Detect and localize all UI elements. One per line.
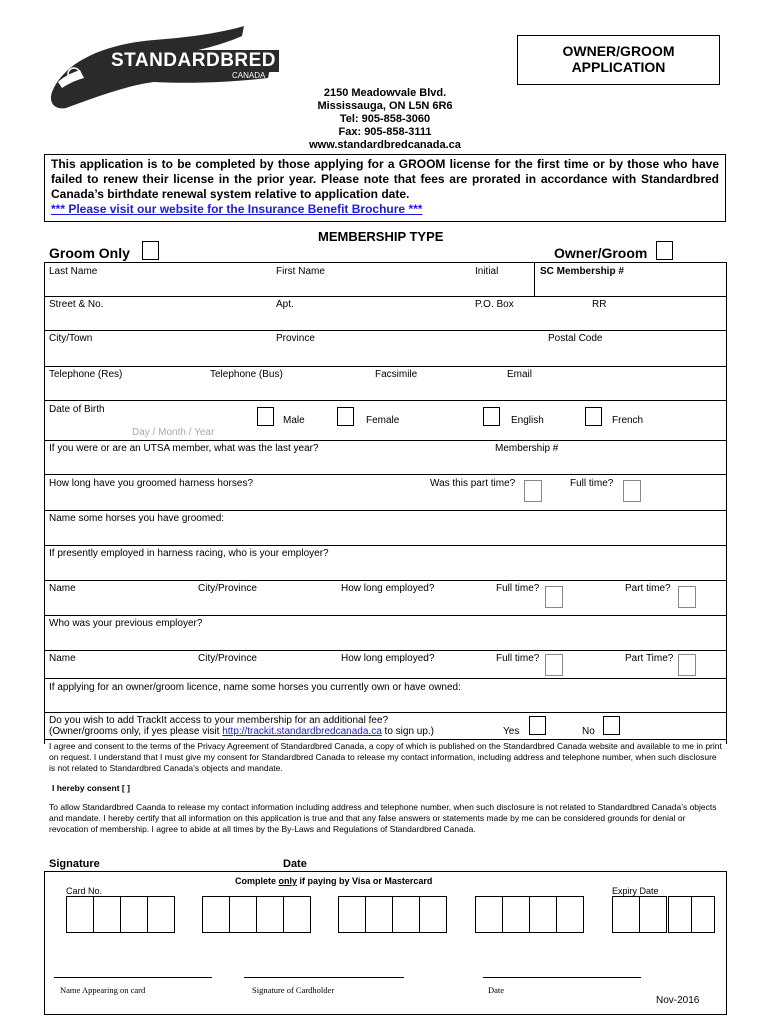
signature-label: Signature — [49, 858, 100, 870]
rr-label: RR — [592, 299, 607, 310]
full-time-checkbox[interactable] — [623, 480, 641, 502]
french-label: French — [612, 415, 644, 426]
part-time-checkbox[interactable] — [524, 480, 542, 502]
part-time-question-label: Was this part time? — [430, 478, 516, 489]
postal-code-label: Postal Code — [548, 333, 603, 344]
employer-full-time-label: Full time? — [496, 583, 540, 594]
visa-note-prefix: Complete — [235, 876, 279, 886]
french-checkbox[interactable] — [585, 407, 602, 426]
po-box-label: P.O. Box — [475, 299, 514, 310]
address-city: Mississauga, ON L5N 6R6 — [317, 100, 453, 112]
form-title-line-2: APPLICATION — [571, 59, 666, 75]
trackit-link[interactable]: http://trackit.standardbredcanada.ca — [222, 726, 382, 737]
trackit-question: Do you wish to add TrackIt access to your membership for an additional fee? — [49, 715, 389, 726]
trackit-note-prefix: (Owner/grooms only, if yes please visit — [49, 726, 223, 737]
card-no-label: Card No. — [66, 886, 103, 896]
cardholder-signature-line[interactable] — [244, 977, 404, 978]
expiry-digit-3[interactable] — [668, 896, 692, 933]
apt-label: Apt. — [276, 299, 294, 310]
visa-note-only: only — [278, 876, 298, 886]
first-name-label: First Name — [276, 266, 325, 277]
prev-city-label: City/Province — [198, 653, 257, 664]
prev-full-time-label: Full time? — [496, 653, 540, 664]
card-digit-12[interactable] — [419, 896, 447, 933]
tel-bus-label: Telephone (Bus) — [210, 369, 283, 380]
owner-horses-label: If applying for an owner/groom licence, name some horses you currently own or have owned: — [49, 682, 461, 693]
privacy-consent-text: I agree and consent to the terms of the Privacy Agreement of Standardbred Canada, a copy of which is published on the Standardbred Canada website and available to me in print on request. I understand that I must give my consent for Standardbred Canada to release my contact information, including address and telephone number, when such disclosure is not related to Standardbred Canada’s objects and mandate. — [49, 741, 722, 773]
logo-subtext: CANADA — [232, 71, 266, 80]
expiry-digit-2[interactable] — [639, 896, 667, 933]
prev-full-time-checkbox[interactable] — [545, 654, 563, 676]
employer-name-label: Name — [49, 583, 76, 594]
last-name-label: Last Name — [49, 266, 98, 277]
hereby-consent[interactable]: I hereby consent [ ] — [52, 783, 130, 793]
card-digit-8[interactable] — [283, 896, 311, 933]
card-digit-14[interactable] — [502, 896, 530, 933]
province-label: Province — [276, 333, 315, 344]
employer-full-time-checkbox[interactable] — [545, 586, 563, 608]
card-digit-5[interactable] — [202, 896, 230, 933]
address-street: 2150 Meadowvale Blvd. — [323, 87, 447, 99]
dob-hint: Day / Month / Year — [132, 427, 215, 438]
prev-how-long-label: How long employed? — [341, 653, 435, 664]
card-digit-6[interactable] — [229, 896, 257, 933]
card-digit-2[interactable] — [93, 896, 121, 933]
visa-note-suffix: if paying by Visa or Mastercard — [297, 876, 433, 886]
utsa-label: If you were or are an UTSA member, what was the last year? — [49, 443, 319, 454]
card-date-label: Date — [488, 985, 505, 995]
employer-part-time-checkbox[interactable] — [678, 586, 696, 608]
card-digit-13[interactable] — [475, 896, 503, 933]
how-long-groomed-label: How long have you groomed harness horses? — [49, 478, 254, 489]
employer-part-time-label: Part time? — [625, 583, 671, 594]
card-digit-16[interactable] — [556, 896, 584, 933]
logo-text: STANDARDBRED — [108, 50, 279, 72]
card-digit-4[interactable] — [147, 896, 175, 933]
card-digit-1[interactable] — [66, 896, 94, 933]
initial-label: Initial — [475, 266, 499, 277]
groom-only-checkbox[interactable] — [142, 241, 159, 260]
name-on-card-label: Name Appearing on card — [60, 985, 146, 995]
date-label: Date — [283, 858, 307, 870]
sc-membership-label: SC Membership # — [540, 266, 624, 277]
card-digit-15[interactable] — [529, 896, 557, 933]
intro-box — [44, 154, 726, 222]
english-label: English — [511, 415, 544, 426]
how-long-employed-label: How long employed? — [341, 583, 435, 594]
female-label: Female — [366, 415, 400, 426]
card-digit-11[interactable] — [392, 896, 420, 933]
employer-label: If presently employed in harness racing, who is your employer? — [49, 548, 329, 559]
address-website: www.standardbredcanada.ca — [309, 139, 461, 151]
prev-part-time-label: Part Time? — [625, 653, 674, 664]
address-fax: Fax: 905-858-3111 — [338, 126, 432, 138]
tel-res-label: Telephone (Res) — [49, 369, 123, 380]
membership-number-label: Membership # — [495, 443, 559, 454]
full-time-question-label: Full time? — [570, 478, 614, 489]
prev-part-time-checkbox[interactable] — [678, 654, 696, 676]
form-version: Nov-2016 — [656, 995, 700, 1006]
english-checkbox[interactable] — [483, 407, 500, 426]
card-digit-10[interactable] — [365, 896, 393, 933]
employer-city-label: City/Province — [198, 583, 257, 594]
female-checkbox[interactable] — [337, 407, 354, 426]
expiry-digit-4[interactable] — [691, 896, 715, 933]
horses-groomed-label: Name some horses you have groomed: — [49, 513, 225, 524]
previous-employer-label: Who was your previous employer? — [49, 618, 203, 629]
trackit-yes-checkbox[interactable] — [529, 716, 546, 735]
expiry-digit-1[interactable] — [612, 896, 640, 933]
release-consent-text: To allow Standardbred Caanda to release my contact information including address and telephone number, when such disclosure is not related to Standardbred Canada’s objects and mandate. I hereby certify that all information on this application is true and that any false answers or statements made by me can be considered grounds for denial or revocation of membership. I agree to abide at all times by the By-Laws and Regulations of Standardbred Canada. — [49, 802, 717, 834]
trackit-no-checkbox[interactable] — [603, 716, 620, 735]
groom-only-label: Groom Only — [49, 245, 130, 261]
owner-groom-checkbox[interactable] — [656, 241, 673, 260]
form-title-box — [517, 35, 720, 85]
trackit-yes-label: Yes — [503, 726, 520, 737]
intro-text: This application is to be completed by those applying for a GROOM license for the first time or by those who have failed to renew their license in the prior year. Please note that fees are prorated in accordance with Standardbred Canada’s birthdate renewal system relative to application date. — [51, 157, 719, 201]
card-date-line[interactable] — [483, 977, 641, 978]
fax-label: Facsimile — [375, 369, 418, 380]
trackit-note-suffix: to sign up.) — [381, 726, 435, 737]
male-checkbox[interactable] — [257, 407, 274, 426]
expiry-label: Expiry Date — [612, 886, 659, 896]
address-tel: Tel: 905-858-3060 — [339, 113, 431, 125]
name-on-card-line[interactable] — [54, 977, 212, 978]
card-digit-7[interactable] — [256, 896, 284, 933]
male-label: Male — [283, 415, 305, 426]
dob-label: Date of Birth — [49, 404, 105, 415]
prev-name-label: Name — [49, 653, 76, 664]
card-digit-9[interactable] — [338, 896, 366, 933]
card-digit-3[interactable] — [120, 896, 148, 933]
visa-note — [235, 876, 432, 886]
brochure-link[interactable]: *** Please visit our website for the Insurance Benefit Brochure *** — [51, 202, 423, 216]
city-label: City/Town — [49, 333, 93, 344]
membership-type-title: MEMBERSHIP TYPE — [318, 229, 444, 244]
owner-groom-label: Owner/Groom — [554, 245, 648, 261]
street-label: Street & No. — [49, 299, 104, 310]
email-label: Email — [507, 369, 533, 380]
trackit-note — [49, 726, 434, 737]
form-title-line-1: OWNER/GROOM — [562, 43, 675, 59]
cardholder-signature-label: Signature of Cardholder — [252, 985, 335, 995]
trackit-no-label: No — [582, 726, 595, 737]
